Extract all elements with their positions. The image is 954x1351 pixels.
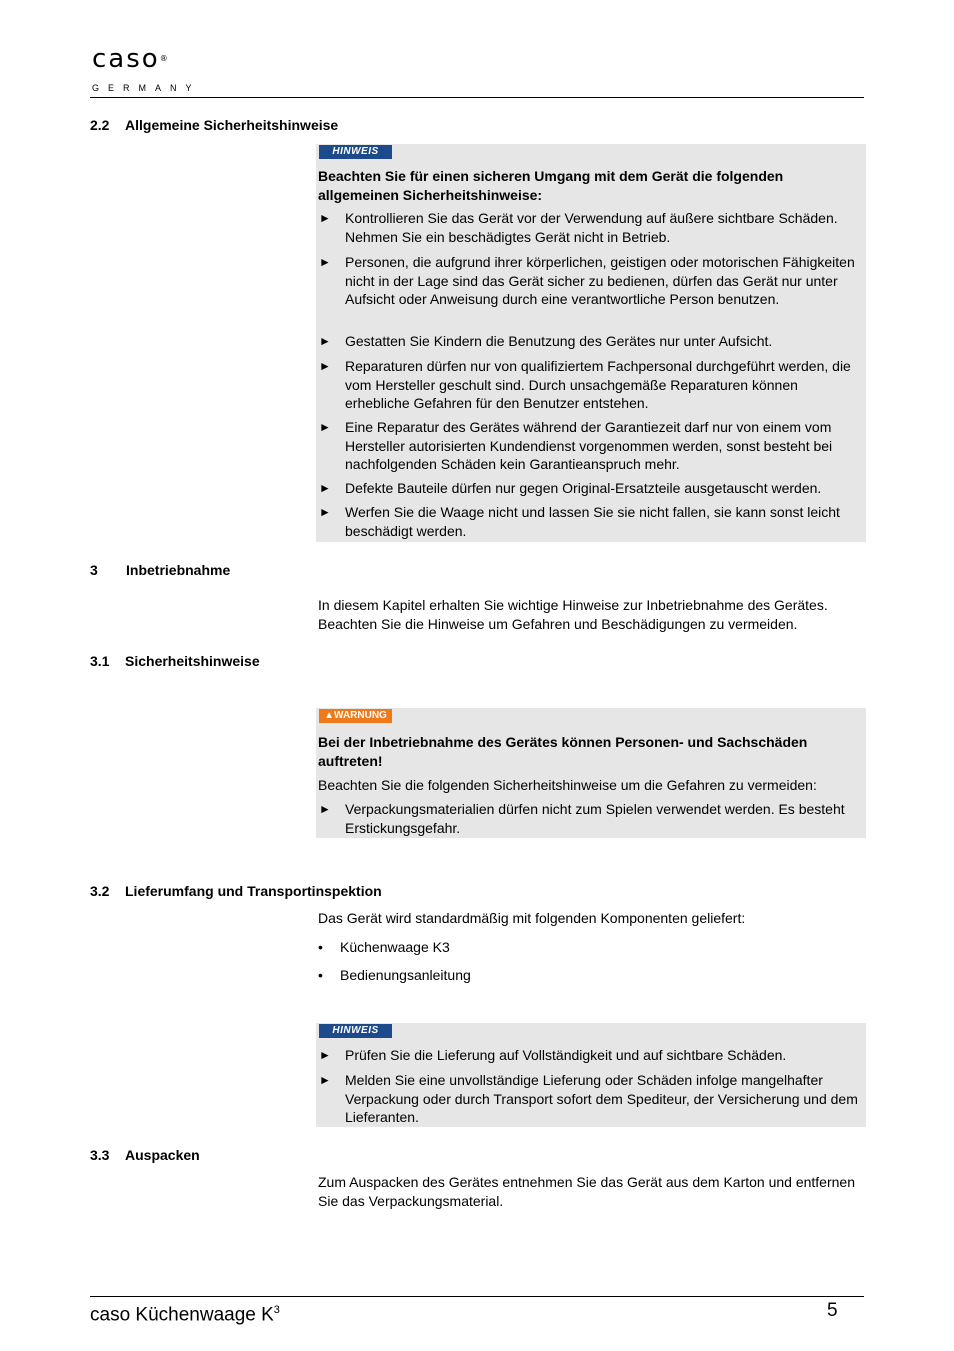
heading-3-1: 3.1 Sicherheitshinweise [90, 653, 260, 669]
heading-3-2: 3.2 Lieferumfang und Transportinspektion [90, 883, 382, 899]
arrow-bullet-icon: ► [319, 420, 331, 434]
list-item: • Küchenwaage K3 [318, 939, 450, 955]
section-3-2-text: Das Gerät wird standardmäßig mit folgenden Komponenten geliefert: [318, 910, 746, 926]
heading-3: 3 Inbetriebnahme [90, 562, 231, 578]
hinweis-box-delivery: HINWEIS ► Prüfen Sie die Lieferung auf Vollständigkeit und auf sichtbare Schäden. ► Melden Sie eine unvollständige Lieferung oder Schäden infolge mangelhafter Verpackung oder durch Transport sofort dem Spediteur, der Versicherung und dem Lieferanten. [316, 1023, 866, 1127]
warning-text: Beachten Sie die folgenden Sicherheitshinweise um die Gefahren zu vermeiden: [318, 777, 817, 793]
warning-title: Bei der Inbetriebnahme des Gerätes können Personen- und Sachschäden auftreten! [318, 734, 808, 769]
dot-bullet-icon: • [318, 967, 323, 983]
logo-subtitle: GERMANY [92, 83, 201, 93]
hinweis-box-safety: HINWEIS Beachten Sie für einen sicheren Umgang mit dem Gerät die folgenden allgemeinen Sicherheitshinweise: ► Kontrollieren Sie das Gerät vor der Verwendung auf äußere sichtbare Schäden. Nehmen Sie ein beschädigtes Gerät nicht in Betrieb. ► Personen, die aufgrund ihrer körperlichen, geistigen oder motorischen Fähigkeiten nicht in der Lage sind das Gerät sicher zu bedienen, dürfen das Gerät nur unter Aufsicht oder Anweisung durch eine verantwortliche Person benutzen. ► Gestatten Sie Kindern die Benutzung des Gerätes nur unter Aufsicht. ► Reparaturen dürfen nur von qualifiziertem Fachpersonal durchgeführt werden, die vom Hersteller geschult sind. Durch unsachgemäße Reparaturen können erhebliche Gefahren für den Benutzer entstehen. ► Eine Reparatur des Gerätes während der Garantiezeit darf nur von einem vom Hersteller autorisierten Kundendienst vorgenommen werden, sonst besteht bei nachfolgenden Schäden kein Garantieanspruch mehr. ► Defekte Bauteile dürfen nur gegen Original-Ersatzteile ausgetauscht werden. ► Werfen Sie die Waage nicht und lassen Sie sie nicht fallen, sie kann sonst leicht beschädigt werden. [316, 144, 866, 542]
footer-title: caso Küchenwaage $K^3$ [90, 1304, 280, 1326]
arrow-bullet-icon: ► [319, 1073, 331, 1087]
dot-bullet-icon: • [318, 939, 323, 955]
heading-3-3: 3.3 Auspacken [90, 1147, 200, 1163]
hinweis-badge: HINWEIS [319, 1024, 392, 1038]
warnung-box: ▲WARNUNG Bei der Inbetriebnahme des Gerätes können Personen- und Sachschäden auftreten! Beachten Sie die folgenden Sicherheitshinweise um die Gefahren zu vermeiden: ► Verpackungsmaterialien dürfen nicht zum Spielen verwendet werden. Es besteht Erstickungsgefahr. [316, 708, 866, 838]
hinweis-badge: HINWEIS [319, 145, 392, 159]
heading-2-2: 2.2 Allgemeine Sicherheitshinweise [90, 117, 339, 133]
section-3-3-text: Zum Auspacken des Gerätes entnehmen Sie das Gerät aus dem Karton und entfernen Sie das Verpackungsmaterial. [318, 1174, 855, 1209]
list-item: • Bedienungsanleitung [318, 967, 471, 983]
warning-badge: ▲WARNUNG [319, 709, 392, 723]
registered-mark: ® [159, 54, 168, 63]
page-number: 5 [827, 1300, 838, 1321]
arrow-bullet-icon: ► [319, 359, 331, 373]
arrow-bullet-icon: ► [319, 334, 331, 348]
caso-logo: caso® [92, 44, 168, 74]
footer-rule [90, 1296, 864, 1297]
arrow-bullet-icon: ► [319, 255, 331, 269]
arrow-bullet-icon: ► [319, 1048, 331, 1062]
arrow-bullet-icon: ► [319, 211, 331, 225]
header-rule [90, 97, 864, 98]
section-3-text: In diesem Kapitel erhalten Sie wichtige Hinweise zur Inbetriebnahme des Gerätes. Beachten Sie die Hinweise um Gefahren und Beschädigungen zu vermeiden. [318, 597, 828, 632]
arrow-bullet-icon: ► [319, 481, 331, 495]
arrow-bullet-icon: ► [319, 802, 331, 816]
hinweis-intro: Beachten Sie für einen sicheren Umgang mit dem Gerät die folgenden allgemeinen Sicherheitshinweise: [318, 168, 784, 203]
arrow-bullet-icon: ► [319, 505, 331, 519]
